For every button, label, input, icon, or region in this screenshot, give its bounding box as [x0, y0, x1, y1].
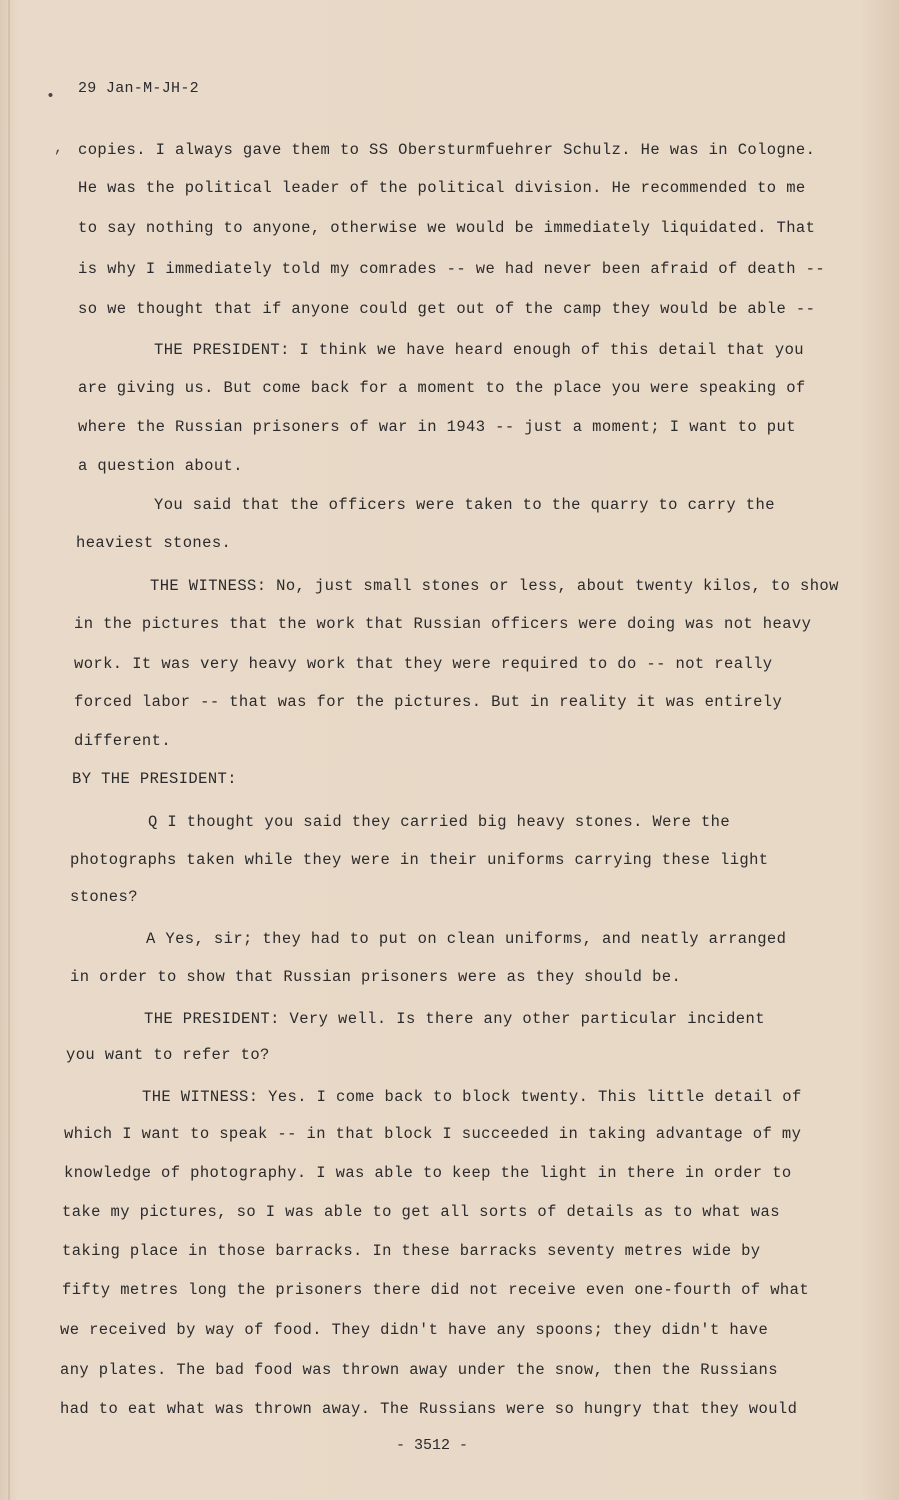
margin-mark-left: ,: [54, 140, 64, 157]
text-line-26: which I want to speak -- in that block I succeeded in taking advantage of my: [64, 1125, 802, 1143]
margin-mark-top: •: [46, 88, 56, 105]
text-line-9: a question about.: [78, 457, 243, 475]
text-line-27: knowledge of photography. I was able to keep the light in there in order to: [64, 1164, 792, 1182]
text-line-12: THE WITNESS: No, just small stones or less, about twenty kilos, to show: [150, 577, 839, 595]
text-line-8: where the Russian prisoners of war in 1943 -- just a moment; I want to put: [78, 418, 796, 436]
text-line-5: so we thought that if anyone could get out of the camp they would be able --: [78, 300, 816, 318]
text-line-17: BY THE PRESIDENT:: [72, 770, 237, 788]
text-line-25: THE WITNESS: Yes. I come back to block twenty. This little detail of: [142, 1088, 802, 1106]
page-number: - 3512 -: [396, 1437, 469, 1454]
text-line-7: are giving us. But come back for a moment to the place you were speaking of: [78, 379, 806, 397]
text-line-20: stones?: [70, 888, 138, 906]
page-header: 29 Jan-M-JH-2: [78, 80, 199, 97]
page-edge: [8, 0, 10, 1500]
text-line-22: in order to show that Russian prisoners were as they should be.: [70, 968, 682, 986]
text-line-21: A Yes, sir; they had to put on clean uniforms, and neatly arranged: [146, 930, 787, 948]
text-line-18: Q I thought you said they carried big heavy stones. Were the: [148, 813, 731, 831]
text-line-2: He was the political leader of the political division. He recommended to me: [78, 179, 806, 197]
text-line-31: we received by way of food. They didn't have any spoons; they didn't have: [60, 1321, 769, 1339]
text-line-10: You said that the officers were taken to the quarry to carry the: [154, 496, 775, 514]
text-line-24: you want to refer to?: [66, 1046, 270, 1064]
text-line-16: different.: [74, 732, 172, 750]
text-line-11: heaviest stones.: [76, 534, 232, 552]
text-line-15: forced labor -- that was for the pictures. But in reality it was entirely: [74, 693, 783, 711]
text-line-19: photographs taken while they were in their uniforms carrying these light: [70, 851, 769, 869]
text-line-4: is why I immediately told my comrades -- we had never been afraid of death --: [78, 260, 826, 278]
text-line-13: in the pictures that the work that Russian officers were doing was not heavy: [74, 615, 812, 633]
text-line-6: THE PRESIDENT: I think we have heard enough of this detail that you: [154, 341, 805, 359]
text-line-3: to say nothing to anyone, otherwise we would be immediately liquidated. That: [78, 219, 816, 237]
text-line-14: work. It was very heavy work that they were required to do -- not really: [74, 655, 773, 673]
text-line-28: take my pictures, so I was able to get all sorts of details as to what was: [62, 1203, 780, 1221]
text-line-32: any plates. The bad food was thrown away under the snow, then the Russians: [60, 1361, 778, 1379]
text-line-30: fifty metres long the prisoners there did not receive even one-fourth of what: [62, 1281, 810, 1299]
text-line-29: taking place in those barracks. In these barracks seventy metres wide by: [62, 1242, 761, 1260]
text-line-1: copies. I always gave them to SS Obersturmfuehrer Schulz. He was in Cologne.: [78, 141, 816, 159]
text-line-33: had to eat what was thrown away. The Russians were so hungry that they would: [60, 1400, 798, 1418]
text-line-23: THE PRESIDENT: Very well. Is there any other particular incident: [144, 1010, 765, 1028]
